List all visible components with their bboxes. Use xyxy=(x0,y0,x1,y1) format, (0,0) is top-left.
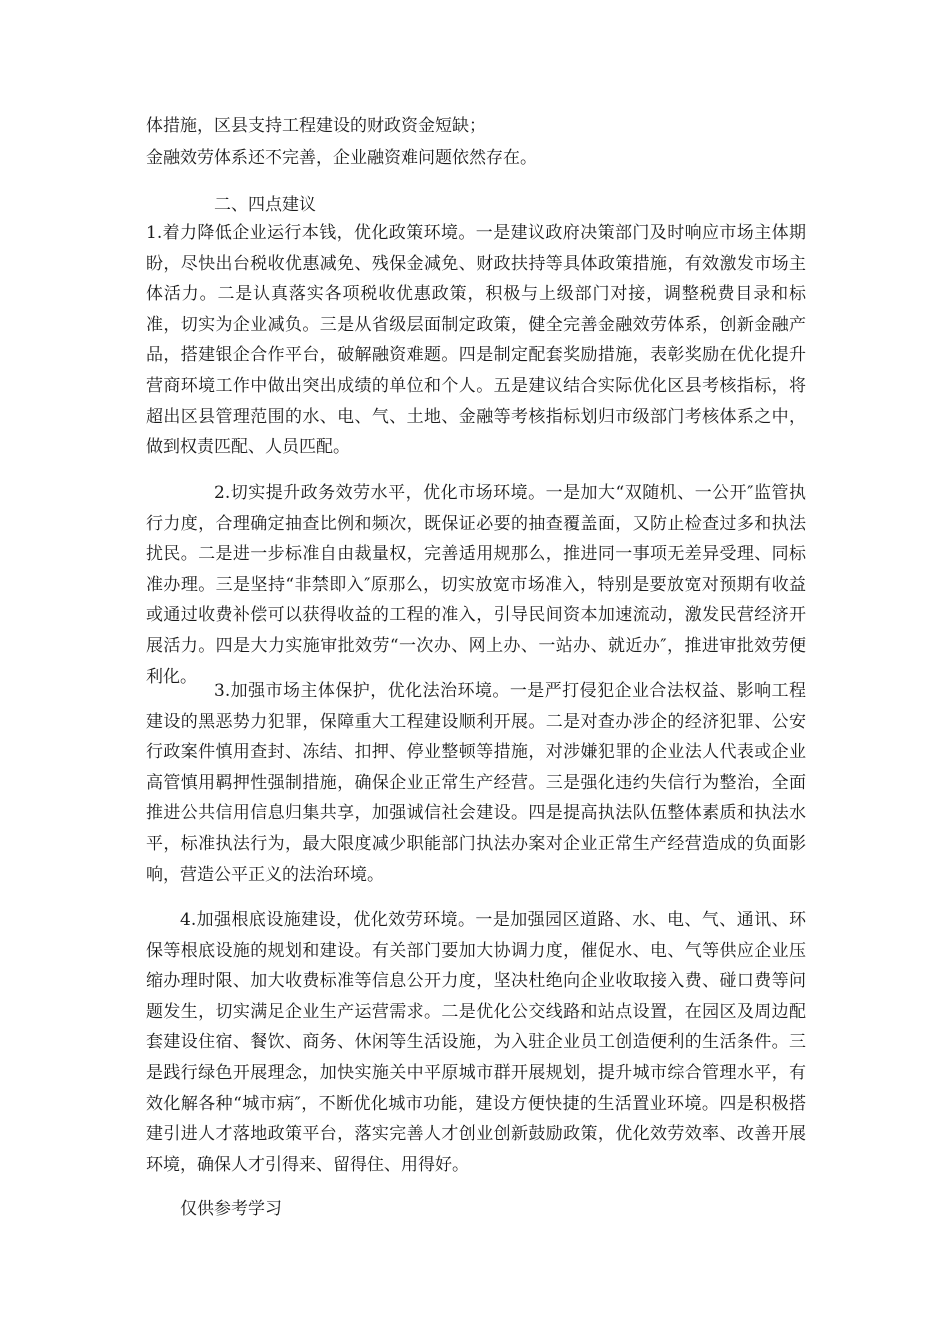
intro-line-1: 体措施，区县支持工程建设的财政资金短缺； xyxy=(146,116,486,136)
section-heading: 二、四点建议 xyxy=(214,195,316,215)
intro-line-2: 金融效劳体系还不完善，企业融资难问题依然存在。 xyxy=(146,148,537,168)
paragraph-1: 1.着力降低企业运行本钱，优化政策环境。一是建议政府决策部门及时响应市场主体期盼，尽快出台税收优惠减免、残保金减免、财政扶持等具体政策措施，有效激发市场主体活力。二是认真落实各项税收优惠政策，积极与上级部门对接，调整税费目录和标准，切实为企业减负。三是从省级层面制定政策，健全完善金融效劳体系，创新金融产品，搭建银企合作平台，破解融资难题。四是制定配套奖励措施，表彰奖励在优化提升营商环境工作中做出突出成绩的单位和个人。五是建议结合实际优化区县考核指标，将超出区县管理范围的水、电、气、土地、金融等考核指标划归市级部门考核体系之中，做到权责匹配、人员匹配。 xyxy=(146,223,806,458)
paragraph-2: 2.切实提升政务效劳水平，优化市场环境。一是加大“双随机、一公开″监管执行力度，合理确定抽查比例和频次，既保证必要的抽查覆盖面，又防止检查过多和执法扰民。二是进一步标准自由裁量权，完善适用规那么，推进同一事项无差异受理、同标准办理。三是坚持“非禁即入″原那么，切实放宽市场准入，特别是要放宽对预期有收益或通过收费补偿可以获得收益的工程的准入，引导民间资本加速流动，激发民营经济开展活力。四是大力实施审批效劳“一次办、网上办、一站办、就近办″，推进审批效劳便利化。 xyxy=(146,483,806,687)
paragraph-3: 3.加强市场主体保护，优化法治环境。一是严打侵犯企业合法权益、影响工程建设的黑恶势力犯罪，保障重大工程建设顺利开展。二是对查办涉企的经济犯罪、公安行政案件慎用查封、冻结、扣押、停业整顿等措施，对涉嫌犯罪的企业法人代表或企业高管慎用羁押性强制措施，确保企业正常生产经营。三是强化违约失信行为整治，全面推进公共信用信息归集共享，加强诚信社会建设。四是提高执法队伍整体素质和执法水平，标准执法行为，最大限度减少职能部门执法办案对企业正常生产经营造成的负面影响，营造公平正义的法治环境。 xyxy=(146,681,806,885)
paragraph-4: 4.加强根底设施建设，优化效劳环境。一是加强园区道路、水、电、气、通讯、环保等根底设施的规划和建设。有关部门要加大协调力度，催促水、电、气等供应企业压缩办理时限、加大收费标准等信息公开力度，坚决杜绝向企业收取接入费、碰口费等问题发生，切实满足企业生产运营需求。二是优化公交线路和站点设置，在园区及周边配套建设住宿、餐饮、商务、休闲等生活设施，为入驻企业员工创造便利的生活条件。三是践行绿色开展理念，加快实施关中平原城市群开展规划，提升城市综合管理水平，有效化解各种“城市病″，不断优化城市功能，建设方便快捷的生活置业环境。四是积极搭建引进人才落地政策平台，落实完善人才创业创新鼓励政策，优化效劳效率、改善开展环境，确保人才引得来、留得住、用得好。 xyxy=(146,910,806,1175)
footer-note: 仅供参考学习 xyxy=(180,1199,282,1219)
